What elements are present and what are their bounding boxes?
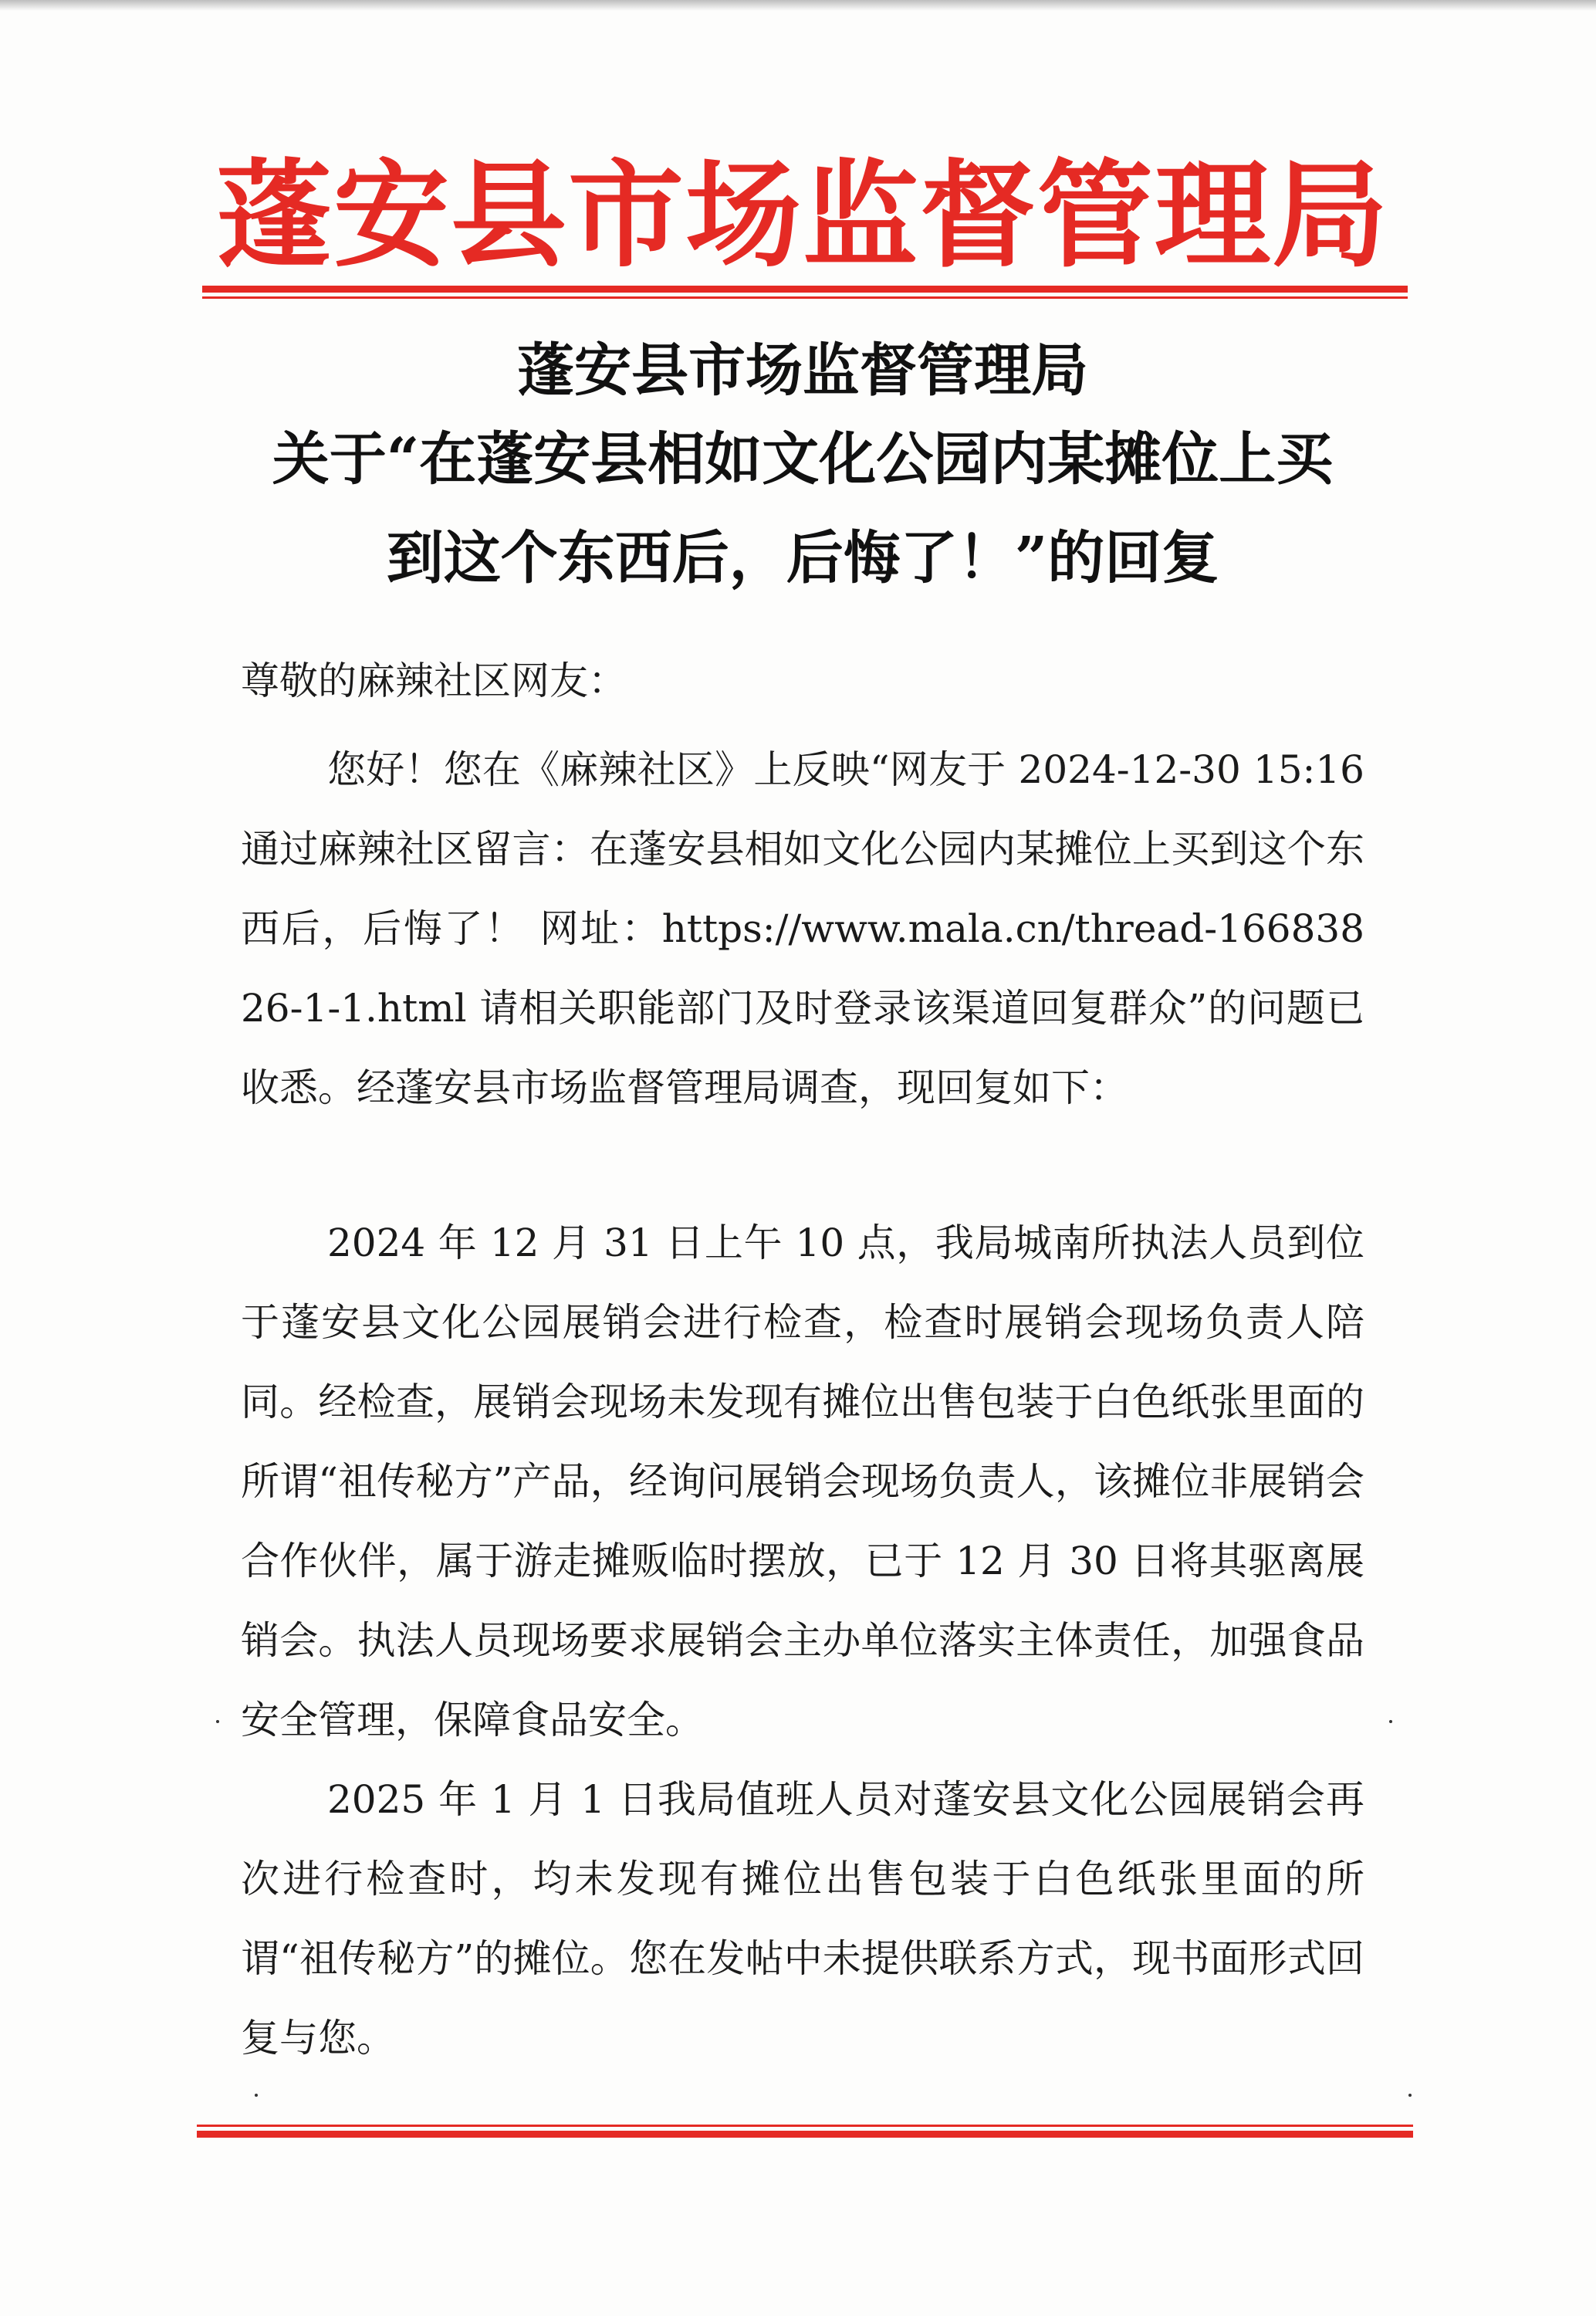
document-title-line-2: 关于“在蓬安县相如文化公园内某摊位上买 [272, 426, 1334, 493]
scan-speck [1389, 1720, 1392, 1723]
scan-speck [216, 1720, 219, 1723]
scan-edge-shadow [0, 0, 1596, 11]
document-title-line-3: 到这个东西后，后悔了！”的回复 [386, 525, 1219, 591]
scan-speck [255, 2094, 258, 2097]
footer-rule-thick [197, 2131, 1413, 2138]
scan-speck [1408, 2094, 1412, 2097]
body-paragraph-2: 2024 年 12 月 31 日上午 10 点，我局城南所执法人员到位于蓬安县文化公园展销会进行检查，检查时展销会现场负责人陪同。经检查，展销会现场未发现有摊位出售包装于白色纸张里面的所谓“祖传秘方”产品，经询问展销会现场负责人，该摊位非展销会合作伙伴，属于游走摊贩临时摆放，已于 12 月 30 日将其驱离展销会。执法人员现场要求展销会主办单位落实主体责任，加强食品安全管理，保障食品安全。 [241, 1221, 1364, 1742]
letterhead-rule-thick [202, 286, 1408, 293]
body-paragraph-3: 2025 年 1 月 1 日我局值班人员对蓬安县文化公园展销会再次进行检查时，均未发现有摊位出售包装于白色纸张里面的所谓“祖传秘方”的摊位。您在发帖中未提供联系方式，现书面形式回复与您。 [241, 1777, 1364, 2060]
letterhead-title: 蓬安县市场监督管理局 [215, 149, 1389, 283]
salutation: 尊敬的麻辣社区网友： [241, 659, 627, 703]
letterhead-rule-thin [202, 296, 1408, 299]
document-title-line-1: 蓬安县市场监督管理局 [517, 337, 1088, 404]
footer-rule-thin [197, 2125, 1413, 2127]
body-paragraph-1: 您好！您在《麻辣社区》上反映“网友于 2024-12-30 15:16 通过麻辣社区留言：在蓬安县相如文化公园内某摊位上买到这个东西后，后悔了！ 网址：https://www.mala.cn/thread-16683826-1-1.html 请相关职能部门及时登录该渠道回复群众”的问题已收悉。经蓬安县市场监督管理局调查，现回复如下： [241, 747, 1364, 1110]
